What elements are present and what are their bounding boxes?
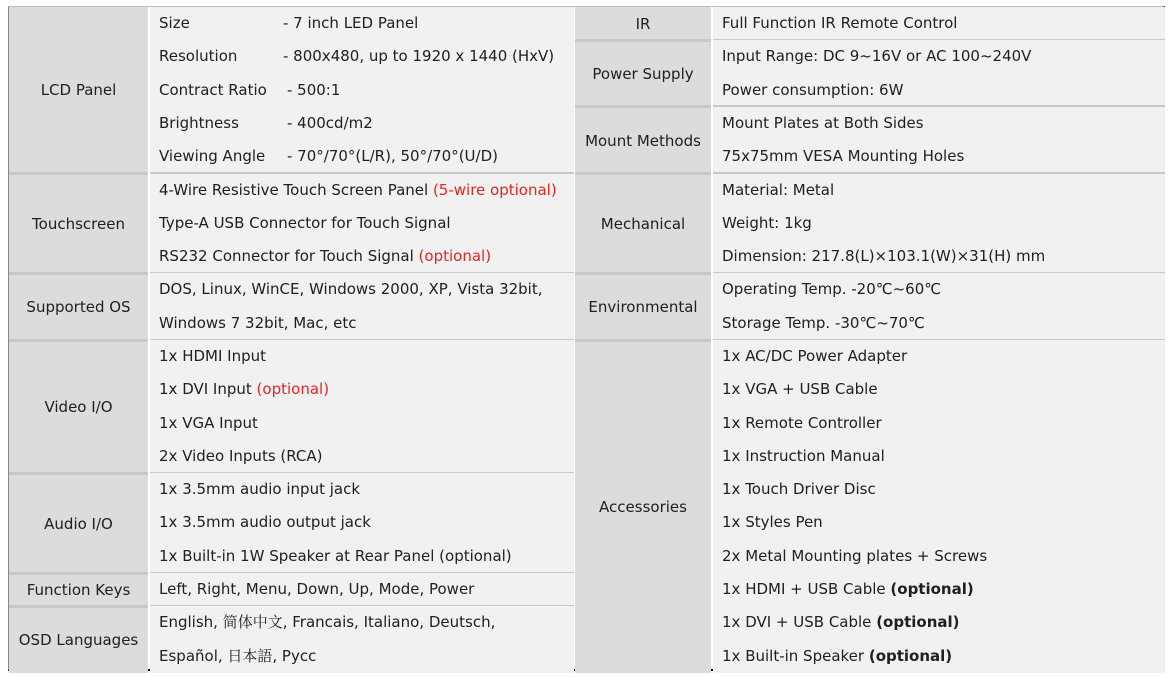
section-label: Power Supply [575,42,711,107]
section-label: Audio I/O [9,475,148,573]
spec-row [150,540,574,573]
spec-row [713,7,1165,40]
spec-row [150,407,574,440]
spec-text: Resolution [159,47,238,66]
spec-row [713,340,1165,373]
section-label: Mount Methods [575,108,711,173]
spec-row [150,506,574,539]
spec-text: DOS, Linux, WinCE, Windows 2000, XP, Vista 32bit, [159,280,543,299]
section-values [713,7,1165,40]
section-values [150,174,574,274]
spec-row [713,74,1165,107]
spec-text: Español, 日本語, Pycc [159,646,317,665]
spec-row [150,240,574,273]
spec-row [713,540,1165,573]
spec-text: 1x VGA + USB Cable [722,380,878,399]
spec-table [8,6,1165,671]
section-label: Environmental [575,275,711,340]
spec-row [713,307,1165,340]
optional-note: (optional) [256,380,330,399]
spec-row [150,107,574,140]
spec-row [713,240,1165,273]
spec-text: - 800x480, up to 1920 x 1440 (HxV) [283,47,555,66]
column-gutter [574,7,575,669]
spec-row [713,273,1165,306]
spec-text: 2x Video Inputs (RCA) [159,446,323,465]
spec-text: Storage Temp. -30℃~70℃ [722,313,925,332]
spec-row [713,440,1165,473]
spec-text: 1x Instruction Manual [722,446,885,465]
spec-text: Weight: 1kg [722,213,812,232]
spec-text: Mount Plates at Both Sides [722,113,924,132]
section-values [713,273,1165,340]
column-gutter [711,7,713,669]
spec-text: 1x Built-in 1W Speaker at Rear Panel (optional) [159,546,512,565]
spec-row [713,506,1165,539]
spec-text: 1x DVI Input [159,380,257,399]
spec-text: Input Range: DC 9~16V or AC 100~240V [722,47,1032,66]
optional-note: (5-wire optional) [432,180,557,199]
spec-row [150,340,574,373]
spec-row [713,640,1165,673]
section-label: Touchscreen [9,175,148,273]
spec-row [150,174,574,207]
spec-text: - 70°/70°(L/R), 50°/70°(U/D) [287,147,498,166]
spec-text: 1x Styles Pen [722,513,823,532]
spec-row [150,373,574,406]
section-values [713,40,1165,107]
spec-text: 4-Wire Resistive Touch Screen Panel [159,180,433,199]
spec-text: Operating Temp. -20℃~60℃ [722,280,942,299]
spec-text: Type-A USB Connector for Touch Signal [159,213,451,232]
spec-text: - 7 inch LED Panel [283,14,419,32]
spec-text: 1x Touch Driver Disc [722,480,876,499]
section-values [150,473,574,573]
spec-text: 1x Built-in Speaker [722,646,869,665]
spec-text: - 400cd/m2 [287,113,373,132]
spec-row [713,174,1165,207]
spec-row [150,140,574,173]
spec-row [150,207,574,240]
section-values [713,340,1165,673]
spec-row [713,140,1165,173]
optional-note-bold: (optional) [890,580,974,599]
section-label: OSD Languages [9,608,148,673]
spec-text: Power consumption: 6W [722,80,904,99]
spec-row [150,440,574,473]
optional-note-bold: (optional) [876,613,960,632]
spec-text: 75x75mm VESA Mounting Holes [722,147,965,166]
spec-row [713,473,1165,506]
spec-text: 1x 3.5mm audio input jack [159,480,361,499]
spec-row [713,573,1165,606]
spec-text: Windows 7 32bit, Mac, etc [159,313,357,332]
spec-row [713,407,1165,440]
spec-row [713,207,1165,240]
section-values [150,7,574,174]
spec-text: 1x AC/DC Power Adapter [722,347,908,365]
spec-text: 1x DVI + USB Cable [722,613,877,632]
spec-row [150,573,574,606]
section-values [150,573,574,606]
spec-row [150,40,574,73]
optional-note: (optional) [418,247,492,266]
column-gutter [148,7,150,669]
spec-row [150,640,574,673]
spec-text: Full Function IR Remote Control [722,14,958,32]
spec-text: - 500:1 [287,80,341,99]
spec-row [150,273,574,306]
spec-text: 1x HDMI Input [159,347,266,365]
section-label: Accessories [575,342,711,674]
section-values [713,174,1165,274]
section-values [150,606,574,673]
section-values [150,340,574,473]
section-values [150,273,574,340]
spec-row [150,74,574,107]
spec-text: RS232 Connector for Touch Signal [159,247,419,266]
spec-row [713,373,1165,406]
spec-row [150,7,574,40]
section-label: IR [575,7,711,40]
spec-row [713,606,1165,639]
spec-row [150,473,574,506]
spec-text: Contract Ratio [159,80,267,99]
spec-text: Material: Metal [722,180,835,199]
section-values [713,107,1165,174]
spec-text: Dimension: 217.8(L)×103.1(W)×31(H) mm [722,247,1046,266]
spec-row [713,40,1165,73]
section-label: Supported OS [9,275,148,340]
spec-text: 1x VGA Input [159,413,258,432]
spec-text: English, 简体中文, Francais, Italiano, Deutsch, [159,613,496,632]
spec-row [150,307,574,340]
section-label: Function Keys [9,575,148,607]
optional-note-bold: (optional) [868,646,953,665]
spec-text: 1x HDMI + USB Cable [722,580,891,599]
spec-text: Viewing Angle [159,147,266,166]
spec-text: Size [159,14,190,32]
spec-row [713,107,1165,140]
spec-text: 2x Metal Mounting plates + Screws [722,546,988,565]
spec-text: 1x Remote Controller [722,413,882,432]
section-label: LCD Panel [9,7,148,174]
section-label: Mechanical [575,175,711,273]
spec-text: Left, Right, Menu, Down, Up, Mode, Power [159,580,475,599]
spec-text: Brightness [159,113,239,132]
spec-text: 1x 3.5mm audio output jack [159,513,371,532]
section-label: Video I/O [9,342,148,474]
spec-row [150,606,574,639]
